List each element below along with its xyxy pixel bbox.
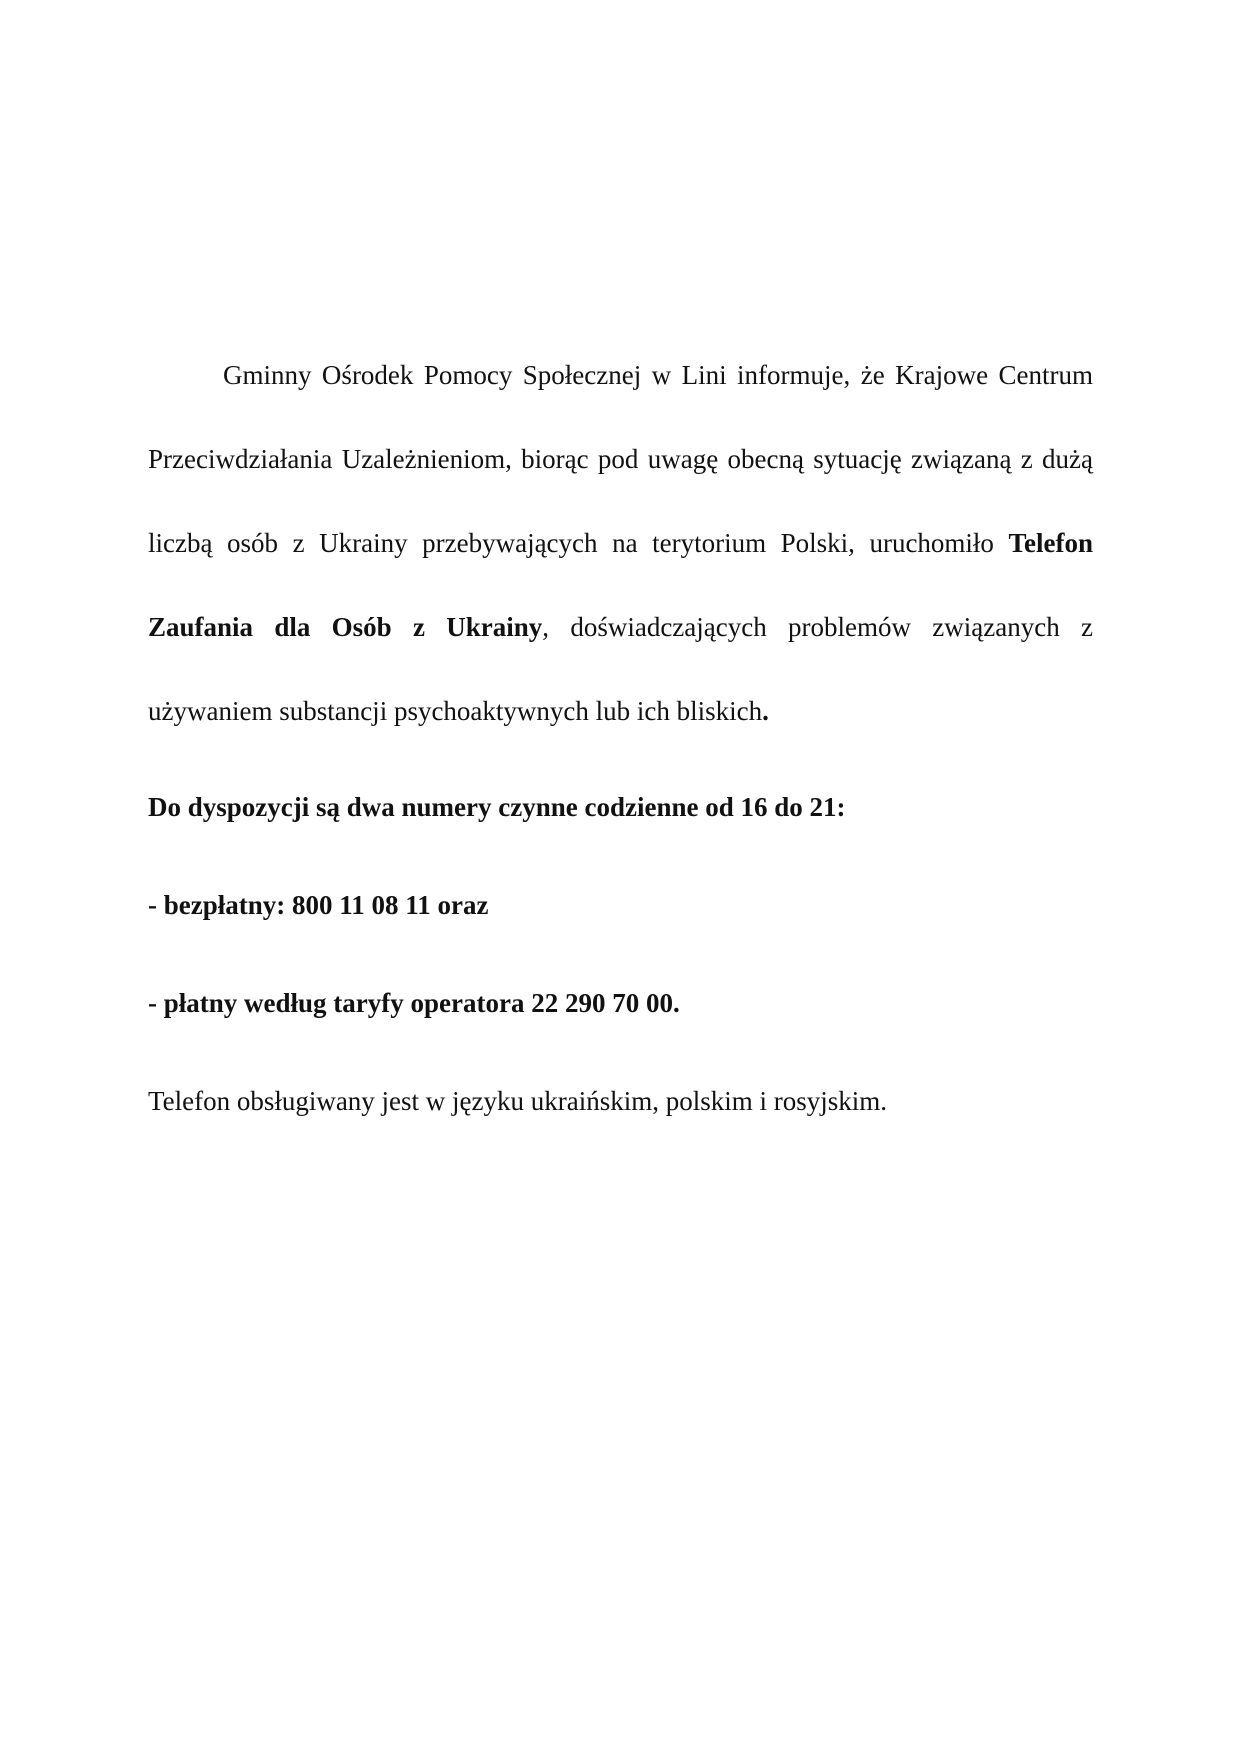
languages-line: Telefon obsługiwany jest w języku ukraińskim, polskim i rosyjskim. [148,1086,888,1116]
paid-number-line: - płatny według taryfy operatora 22 290 70 00. [148,988,680,1018]
intro-rest-text: , doświadczających problemów związanych z używaniem substancji psychoaktywnych lub ich bliskich [148,612,1094,726]
intro-paragraph [148,333,1093,753]
document-content [148,333,1093,1143]
intro-final-period: . [762,696,769,726]
availability-line: Do dyspozycji są dwa numery czynne codzienne od 16 do 21: [148,792,846,822]
hotline-name: Telefon Zaufania dla Osób z Ukrainy [148,528,1093,642]
free-number-line: - bezpłatny: 800 11 08 11 oraz [148,890,489,920]
intro-text: Gminny Ośrodek Pomocy Społecznej w Lini informuje, że Krajowe Centrum Przeciwdziałania Uzależnieniom, biorąc pod uwagę obecną sytuację związaną z dużą liczbą osób z Ukrainy przebywających na terytorium Polski, uruchomiło [148,360,1093,558]
